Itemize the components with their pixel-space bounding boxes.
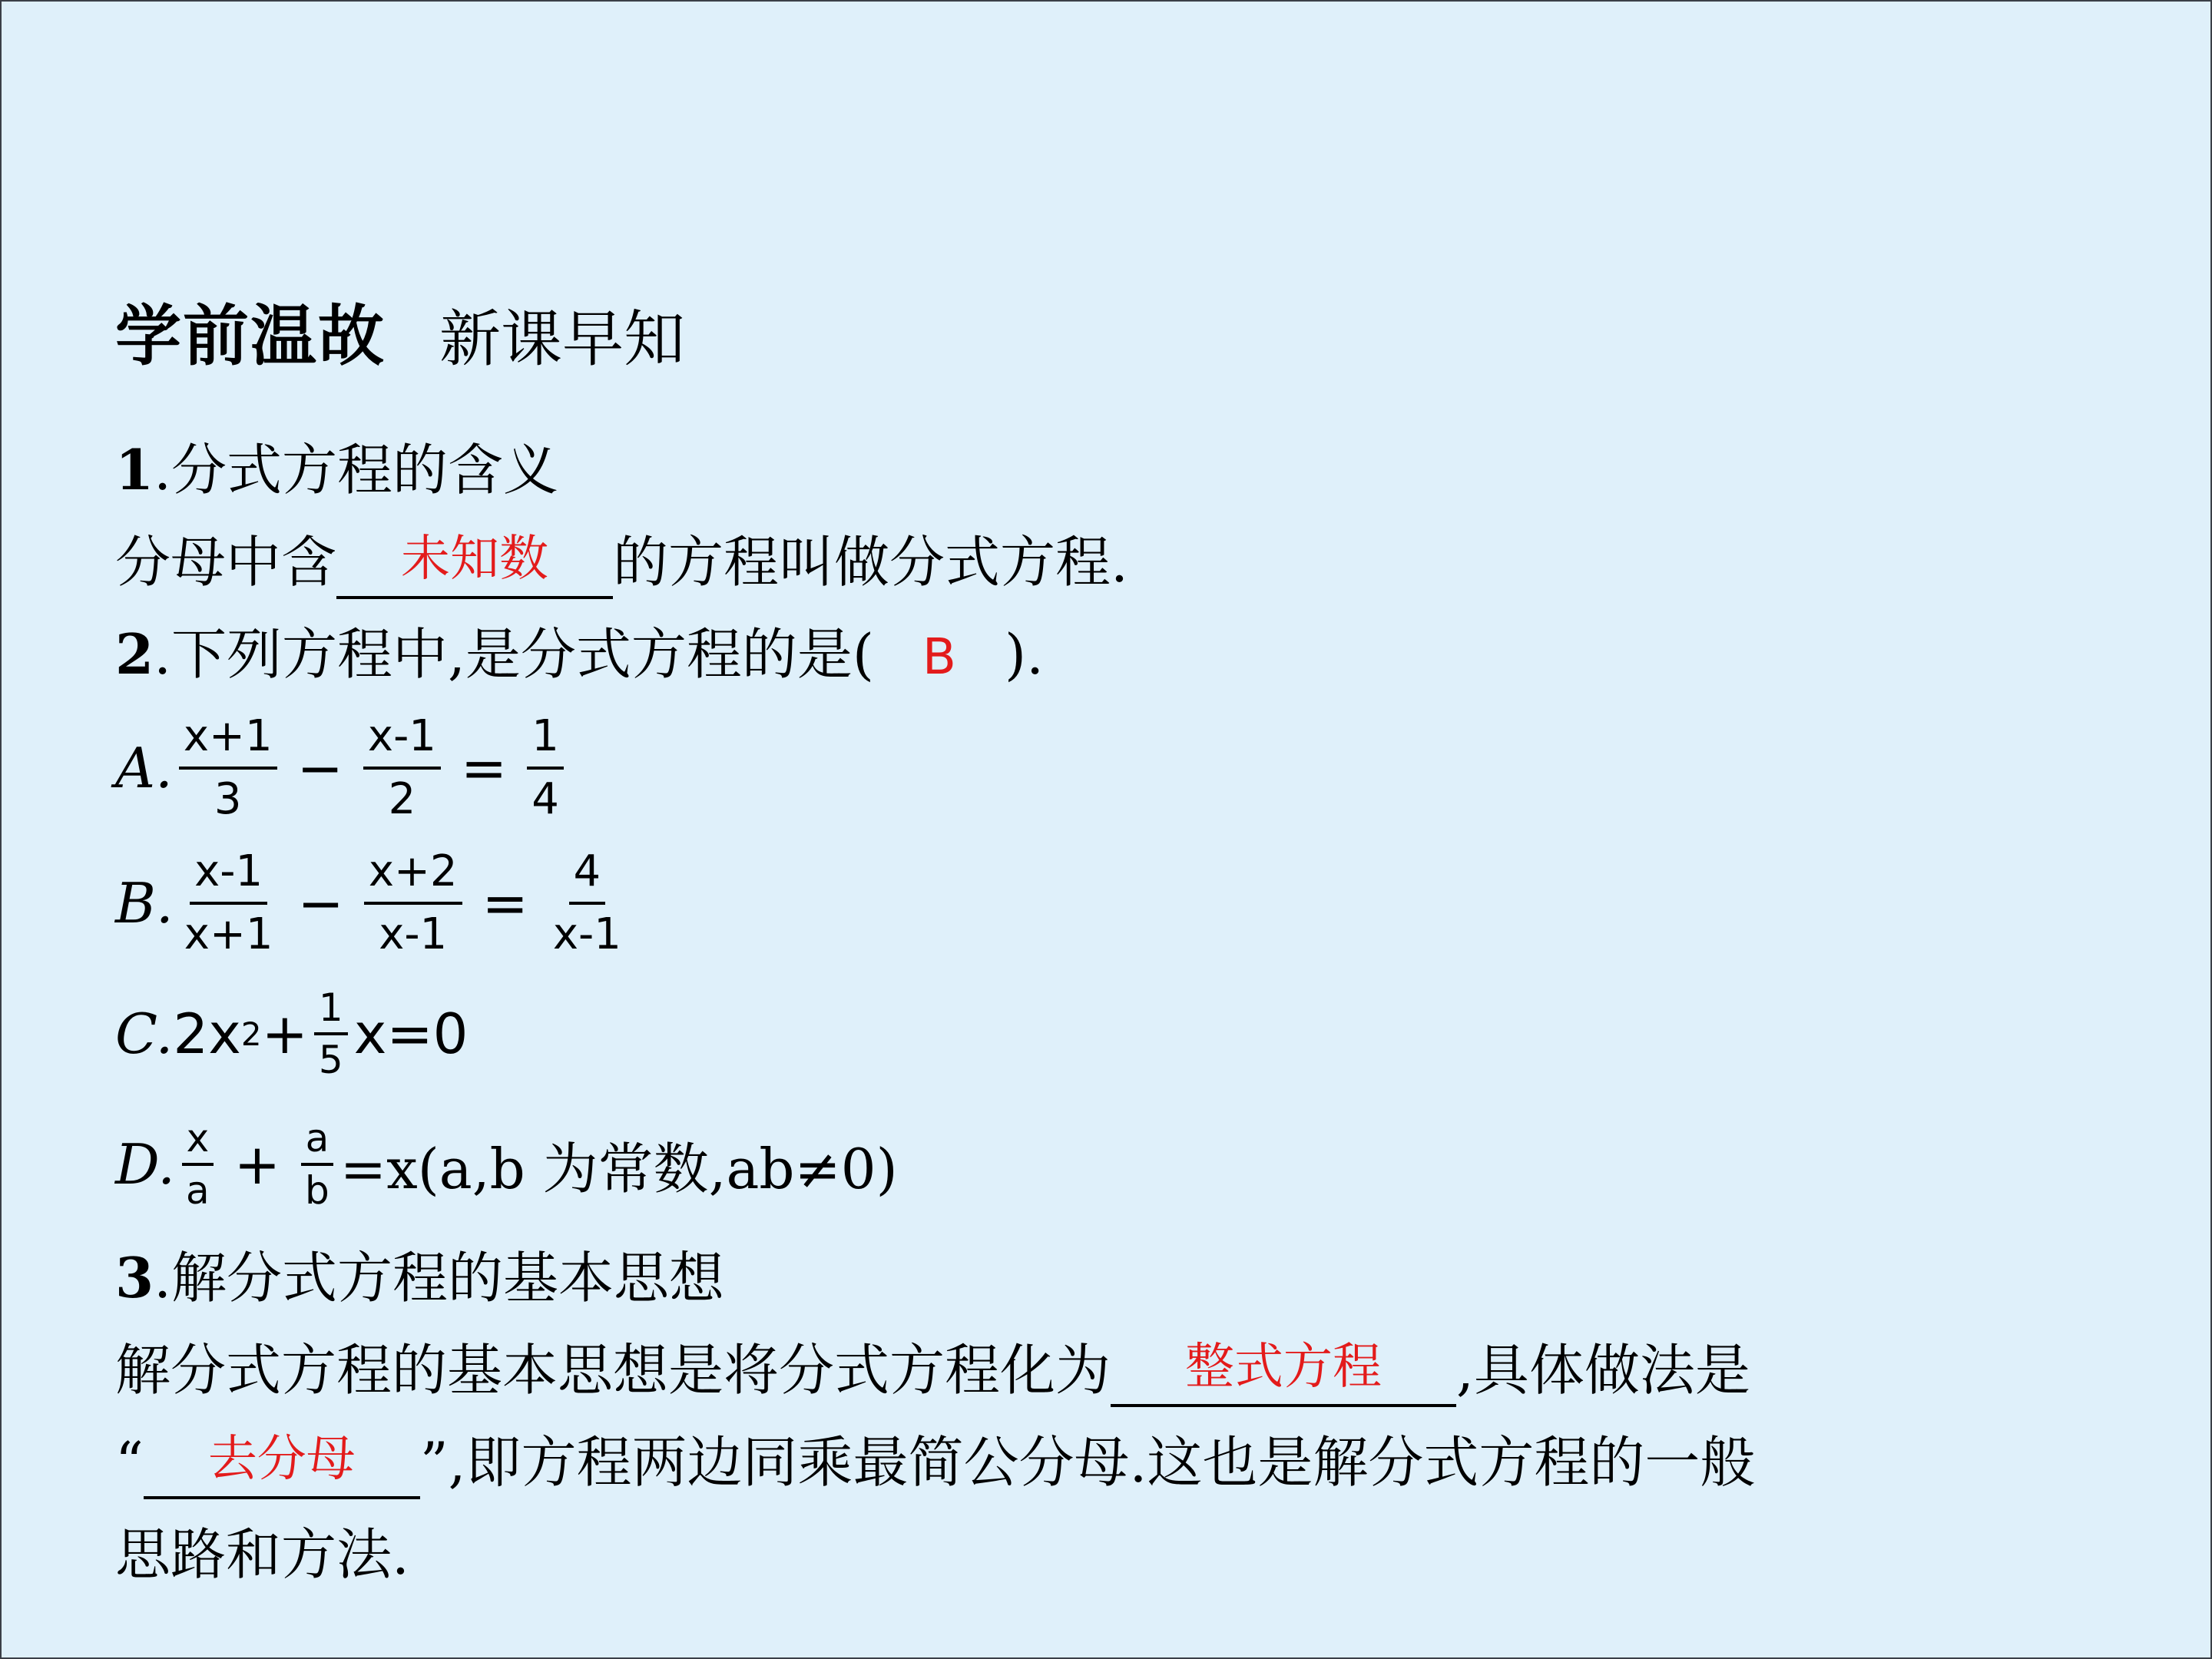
section-heading xyxy=(115,263,2112,378)
answer-blank-1 xyxy=(336,516,613,599)
fraction: $\frac{x}{a}$ xyxy=(181,1114,214,1215)
item3-line1: 解分式方程的基本思想是将分式方程化为 整式方程 ,具体做法是 xyxy=(115,1324,2112,1416)
slide-content xyxy=(115,263,2112,1601)
item1-sentence: 分母中含 未知数 的方程叫做分式方程. xyxy=(115,516,2112,608)
option-b: B. $\frac{x-1}{x+1}$ − $\frac{x+2}{x-1}$ = $\frac{4}{x-1}$ xyxy=(115,836,2112,971)
answer-unknown: 未知数 xyxy=(401,531,549,588)
fraction: $\frac{x+1}{3}$ xyxy=(179,707,277,830)
item2-title: 2.下列方程中,是分式方程的是( B ). xyxy=(115,608,2112,700)
fraction: $\frac{x+2}{x-1}$ xyxy=(364,842,462,965)
item1-title: 1.分式方程的含义 xyxy=(115,437,558,502)
item3-line2: “ 去分母 ”,即方程两边同乘最简公分母.这也是解分式方程的一般 xyxy=(115,1416,2112,1508)
heading-main: 学前温故 xyxy=(115,298,386,375)
fraction: $\frac{a}{b}$ xyxy=(300,1114,334,1215)
heading-sub: 新课早知 xyxy=(439,303,685,375)
fraction: $\frac{x-1}{x+1}$ xyxy=(180,842,278,965)
fraction: $\frac{x-1}{2}$ xyxy=(363,707,441,830)
fraction: $\frac{1}{5}$ xyxy=(314,983,348,1084)
item3-title: 3.解分式方程的基本思想 xyxy=(115,1245,724,1310)
item3-line3: 思路和方法. xyxy=(115,1522,409,1587)
answer-clear-denominator: 去分母 xyxy=(207,1431,356,1488)
option-a: A. $\frac{x+1}{3}$ − $\frac{x-1}{2}$ = $\frac{1}{4}$ xyxy=(115,700,2112,836)
answer-blank-3 xyxy=(144,1416,420,1499)
answer-polynomial-equation: 整式方程 xyxy=(1185,1339,1382,1396)
fraction: $\frac{4}{x-1}$ xyxy=(548,842,626,965)
option-c: C. 2x 2 + $\frac{1}{5}$ x=0 xyxy=(115,971,2112,1097)
fraction: $\frac{1}{4}$ xyxy=(527,707,564,830)
option-d: D. $\frac{x}{a}$ + $\frac{a}{b}$ =x(a,b 为常数,ab≠0) xyxy=(115,1097,2112,1232)
answer-choice: B xyxy=(922,629,956,686)
answer-blank-2 xyxy=(1111,1324,1456,1407)
